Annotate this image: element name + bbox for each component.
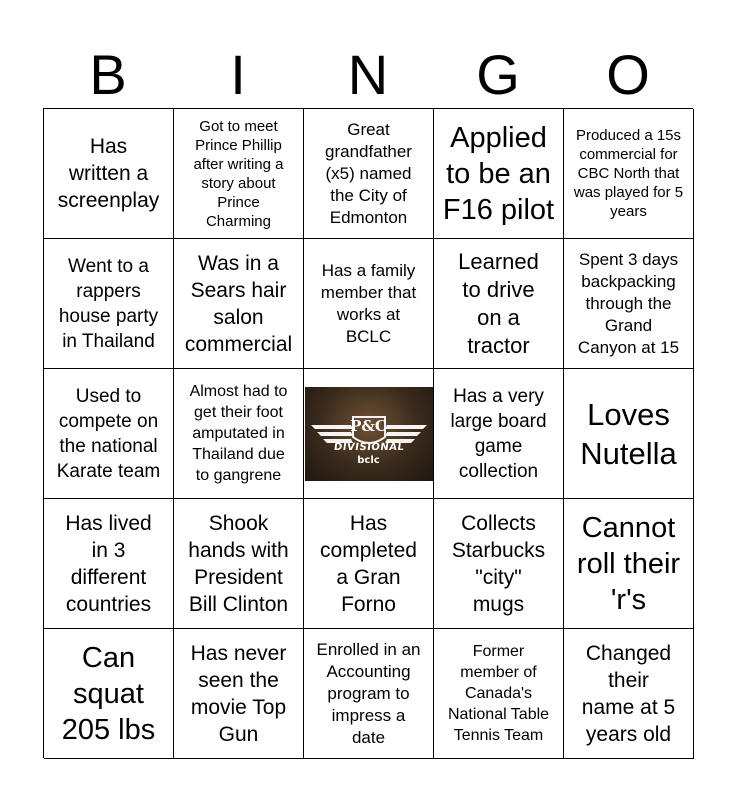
pc-divisional-logo [305,387,433,481]
cell-text: Almost had to get their foot amputated in Thailand due to gangrene [189,383,288,484]
bingo-cell-r4-c1[interactable] [44,499,174,629]
cell-text: Cannot roll their 'r's [576,511,681,616]
cell-text: Produced a 15s commercial for CBC North that was played for 5 years [573,127,684,220]
bingo-grid [43,108,693,758]
header-letter-b: B [89,43,127,106]
cell-text: Applied to be an F16 pilot [442,121,555,226]
bingo-cell-r4-c3[interactable] [304,499,434,629]
logo-subtitle: DIVISIONAL [332,441,405,453]
bingo-cell-r2-c4[interactable] [434,239,564,369]
cell-text: Can squat 205 lbs [61,641,156,746]
header-letter-o: O [606,43,650,106]
logo-brand: bclc [357,454,380,466]
bingo-cell-r4-c2[interactable] [174,499,304,629]
cell-text: Got to meet Prince Phillip after writing a story about Prince Charming [193,117,284,230]
cell-text: Spent 3 days backpacking through the Grand Canyon at 15 [577,249,680,357]
cell-text: Great grandfather (x5) named the City of Edmonton [325,119,412,227]
cell-text: Has a family member that works at BCLC [320,260,417,346]
bingo-cell-r5-c4[interactable] [434,629,564,759]
header-letter-g: G [476,43,520,106]
cell-text: Former member of Canada's National Table Tennis Team [447,643,550,744]
header-letter-i: I [230,43,246,106]
bingo-cell-r1-c3[interactable] [304,109,434,239]
bingo-cell-r3-c4[interactable] [434,369,564,499]
cell-text: Changed their name at 5 years old [581,641,676,746]
bingo-cell-r1-c1[interactable] [44,109,174,239]
header-letter-n: N [347,43,389,106]
cell-text: Learned to drive on a tractor [458,248,539,358]
bingo-cell-r3-c5[interactable] [564,369,694,499]
cell-text: Shook hands with President Bill Clinton [188,511,289,616]
cell-text: Used to compete on the national Karate team [56,385,161,482]
cell-text: Has lived in 3 different countries [65,511,152,616]
cell-text: Was in a Sears hair salon commercial [184,251,293,356]
cell-text: Has never seen the movie Top Gun [190,641,287,746]
bingo-cell-r2-c3[interactable] [304,239,434,369]
cell-text: Went to a rappers house party in Thailand [58,255,159,352]
bingo-cell-r3-c1[interactable] [44,369,174,499]
bingo-cell-r2-c5[interactable] [564,239,694,369]
free-space[interactable] [304,369,434,499]
bingo-cell-r5-c5[interactable] [564,629,694,759]
bingo-cell-r5-c2[interactable] [174,629,304,759]
bingo-cell-r5-c3[interactable] [304,629,434,759]
bingo-cell-r4-c5[interactable] [564,499,694,629]
bingo-header [43,42,693,108]
bingo-cell-r2-c1[interactable] [44,239,174,369]
cell-text: Has a very large board game collection [450,385,547,482]
cell-text: Has written a screenplay [57,135,160,212]
bingo-cell-r5-c1[interactable] [44,629,174,759]
bingo-cell-r1-c2[interactable] [174,109,304,239]
bingo-cell-r1-c5[interactable] [564,109,694,239]
bingo-cell-r2-c2[interactable] [174,239,304,369]
cell-text: Loves Nutella [580,396,677,471]
bingo-cell-r4-c4[interactable] [434,499,564,629]
bingo-cell-r3-c2[interactable] [174,369,304,499]
cell-text: Enrolled in an Accounting program to impress a date [316,639,421,747]
bingo-cell-r1-c4[interactable] [434,109,564,239]
cell-text: Has completed a Gran Forno [320,511,417,616]
logo-title: P&C [350,416,387,435]
cell-text: Collects Starbucks "city" mugs [451,511,546,616]
